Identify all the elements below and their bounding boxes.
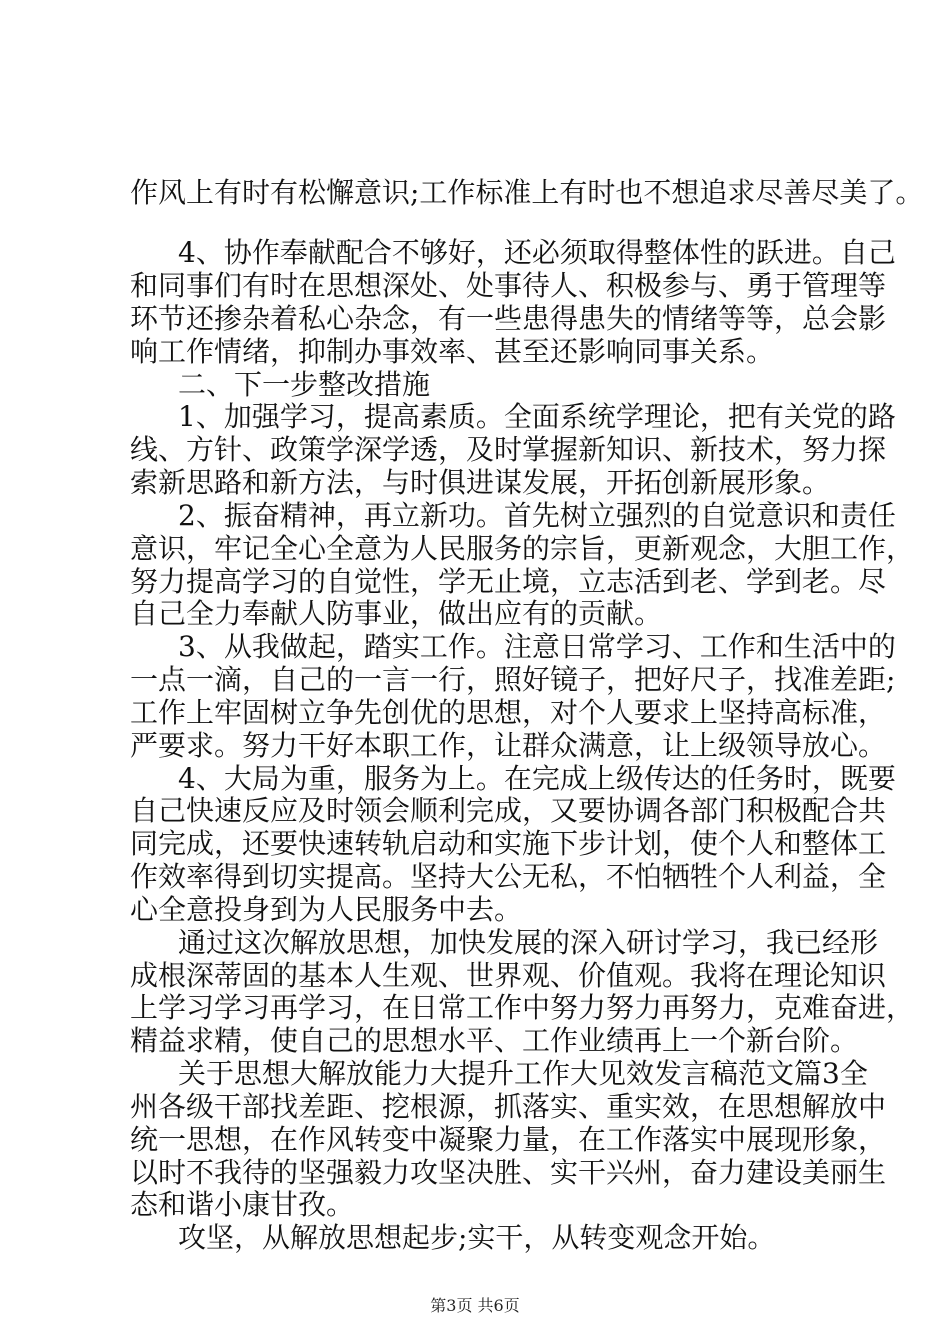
text-line: 态和谐小康甘孜。 — [130, 1188, 355, 1221]
text-line: 通过这次解放思想，加快发展的深入研讨学习，我已经形 — [178, 926, 879, 959]
text-line: 攻坚，从解放思想起步;实干，从转变观念开始。 — [178, 1221, 776, 1254]
page-footer: 第3页 共6页 — [430, 1296, 520, 1315]
text-line: 严要求。努力干好本职工作，让群众满意，让上级领导放心。 — [130, 729, 887, 762]
text-line: 同完成，还要快速转轨启动和实施下步计划，使个人和整体工 — [130, 827, 887, 860]
text-line: 精益求精，使自己的思想水平、工作业绩再上一个新台阶。 — [130, 1024, 859, 1057]
text-line: 4、协作奉献配合不够好，还必须取得整体性的跃进。自己 — [178, 236, 896, 269]
text-line: 以时不我待的坚强毅力攻坚决胜、实干兴州，奋力建设美丽生 — [130, 1156, 887, 1189]
text-line: 自己快速反应及时领会顺利完成，又要协调各部门积极配合共 — [130, 794, 887, 827]
text-line: 心全意投身到为人民服务中去。 — [130, 893, 523, 926]
text-line: 二、下一步整改措施 — [178, 368, 431, 401]
text-line: 响工作情绪，抑制办事效率、甚至还影响同事关系。 — [130, 335, 775, 368]
text-line: 关于思想大解放能力大提升工作大见效发言稿范文篇3全 — [178, 1057, 868, 1090]
text-line: 努力提高学习的自觉性，学无止境，立志活到老、学到老。尽 — [130, 565, 887, 598]
text-line: 意识，牢记全心全意为人民服务的宗旨，更新观念，大胆工作， — [130, 532, 915, 565]
text-line: 上学习学习再学习，在日常工作中努力努力再努力，克难奋进， — [130, 991, 915, 1024]
text-line: 索新思路和新方法，与时俱进谋发展，开拓创新展形象。 — [130, 466, 831, 499]
text-line: 4、大局为重，服务为上。在完成上级传达的任务时，既要 — [178, 762, 896, 795]
text-line: 工作上牢固树立争先创优的思想，对个人要求上坚持高标准， — [130, 696, 887, 729]
text-line: 和同事们有时在思想深处、处事待人、积极参与、勇于管理等 — [130, 269, 887, 302]
text-line: 成根深蒂固的基本人生观、世界观、价值观。我将在理论知识 — [130, 959, 887, 992]
text-line: 作效率得到切实提高。坚持大公无私，不怕牺牲个人利益，全 — [130, 860, 887, 893]
text-line: 2、振奋精神，再立新功。首先树立强烈的自觉意识和责任 — [178, 499, 896, 532]
text-line: 统一思想，在作风转变中凝聚力量，在工作落实中展现形象， — [130, 1123, 887, 1156]
text-line: 环节还掺杂着私心杂念，有一些患得患失的情绪等等，总会影 — [130, 302, 887, 335]
text-line: 州各级干部找差距、挖根源，抓落实、重实效，在思想解放中 — [130, 1090, 887, 1123]
text-line: 线、方针、政策学深学透，及时掌握新知识、新技术，努力探 — [130, 433, 887, 466]
text-line: 自己全力奉献人防事业，做出应有的贡献。 — [130, 597, 663, 630]
text-line: 3、从我做起，踏实工作。注意日常学习、工作和生活中的 — [178, 630, 896, 663]
text-line: 1、加强学习，提高素质。全面系统学理论，把有关党的路 — [178, 400, 896, 433]
text-line: 一点一滴，自己的一言一行，照好镜子，把好尺子，找准差距; — [130, 663, 896, 696]
text-line: 作风上有时有松懈意识;工作标准上有时也不想追求尽善尽美了。 — [130, 176, 924, 209]
